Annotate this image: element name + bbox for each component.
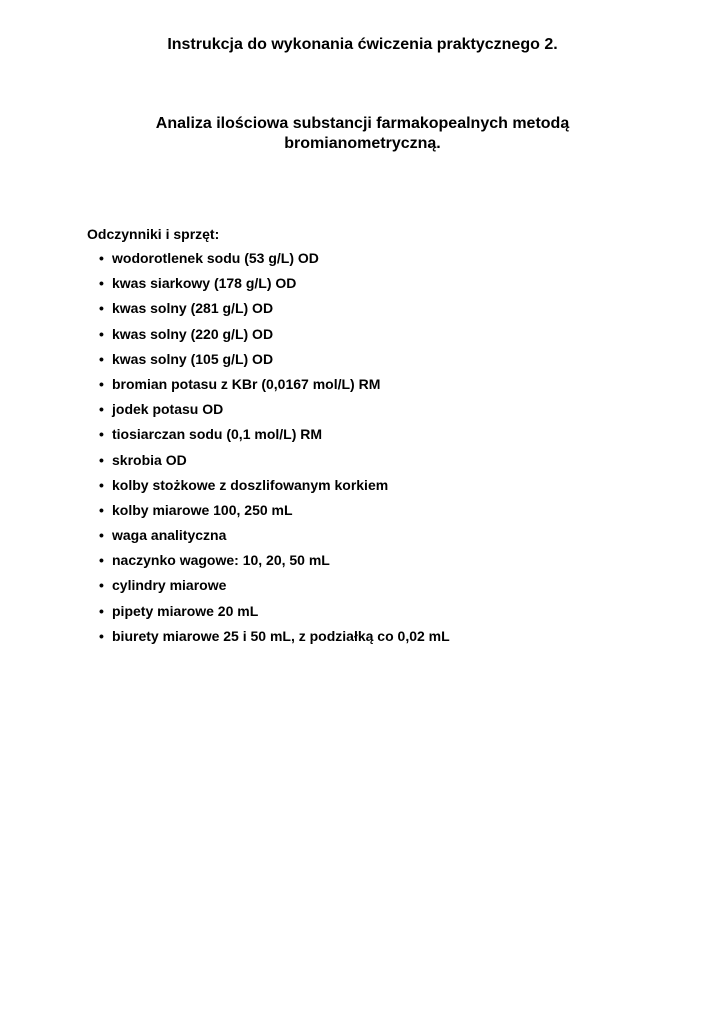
list-item-text: kolby stożkowe z doszlifowanym korkiem [112,476,389,493]
bullet-icon: • [99,350,104,367]
bullet-icon: • [99,501,104,518]
list-item-text: cylindry miarowe [112,577,227,594]
bullet-icon: • [99,627,104,644]
list-item [99,627,450,652]
list-item-text: pipety miarowe 20 mL [112,602,259,619]
list-item [99,602,450,627]
bullet-icon: • [99,275,104,292]
list-item-text: kwas solny (220 g/L) OD [112,325,274,342]
list-item-text: kolby miarowe 100, 250 mL [112,501,293,518]
list-item [99,249,450,274]
list-item [99,451,450,476]
reagents-equipment-list [99,249,450,652]
subtitle-line-1: Analiza ilościowa substancji farmakopealnych metodą [155,115,570,132]
bullet-icon: • [99,552,104,569]
list-item [99,576,450,601]
bullet-icon: • [99,375,104,392]
document-title: Instrukcja do wykonania ćwiczenia praktycznego 2. [167,36,558,53]
bullet-icon: • [99,426,104,443]
list-item-text: kwas solny (105 g/L) OD [112,350,274,367]
list-item [99,375,450,400]
list-item [99,299,450,324]
list-item-text: naczynko wagowe: 10, 20, 50 mL [112,552,330,569]
list-item-text: biurety miarowe 25 i 50 mL, z podziałką co 0,02 mL [112,627,450,644]
bullet-icon: • [99,300,104,317]
list-item [99,551,450,576]
document-subtitle [90,114,635,154]
list-item-text: skrobia OD [112,451,187,468]
bullet-icon: • [99,602,104,619]
list-item [99,501,450,526]
list-item [99,425,450,450]
list-item [99,526,450,551]
subtitle-line-2: bromianometryczną. [284,135,441,152]
list-item [99,325,450,350]
list-item [99,400,450,425]
bullet-icon: • [99,476,104,493]
list-item-text: waga analityczna [112,527,227,544]
bullet-icon: • [99,325,104,342]
list-item-text: kwas solny (281 g/L) OD [112,300,274,317]
list-item-text: jodek potasu OD [112,401,224,418]
list-item [99,274,450,299]
list-item-text: tiosiarczan sodu (0,1 mol/L) RM [112,426,323,443]
list-item-text: kwas siarkowy (178 g/L) OD [112,275,297,292]
list-item [99,350,450,375]
list-item-text: bromian potasu z KBr (0,0167 mol/L) RM [112,375,381,392]
bullet-icon: • [99,527,104,544]
section-heading-reagents: Odczynniki i sprzęt: [87,226,220,242]
bullet-icon: • [99,401,104,418]
list-item [99,476,450,501]
bullet-icon: • [99,451,104,468]
list-item-text: wodorotlenek sodu (53 g/L) OD [112,250,319,266]
bullet-icon: • [99,577,104,594]
bullet-icon: • [99,250,104,266]
